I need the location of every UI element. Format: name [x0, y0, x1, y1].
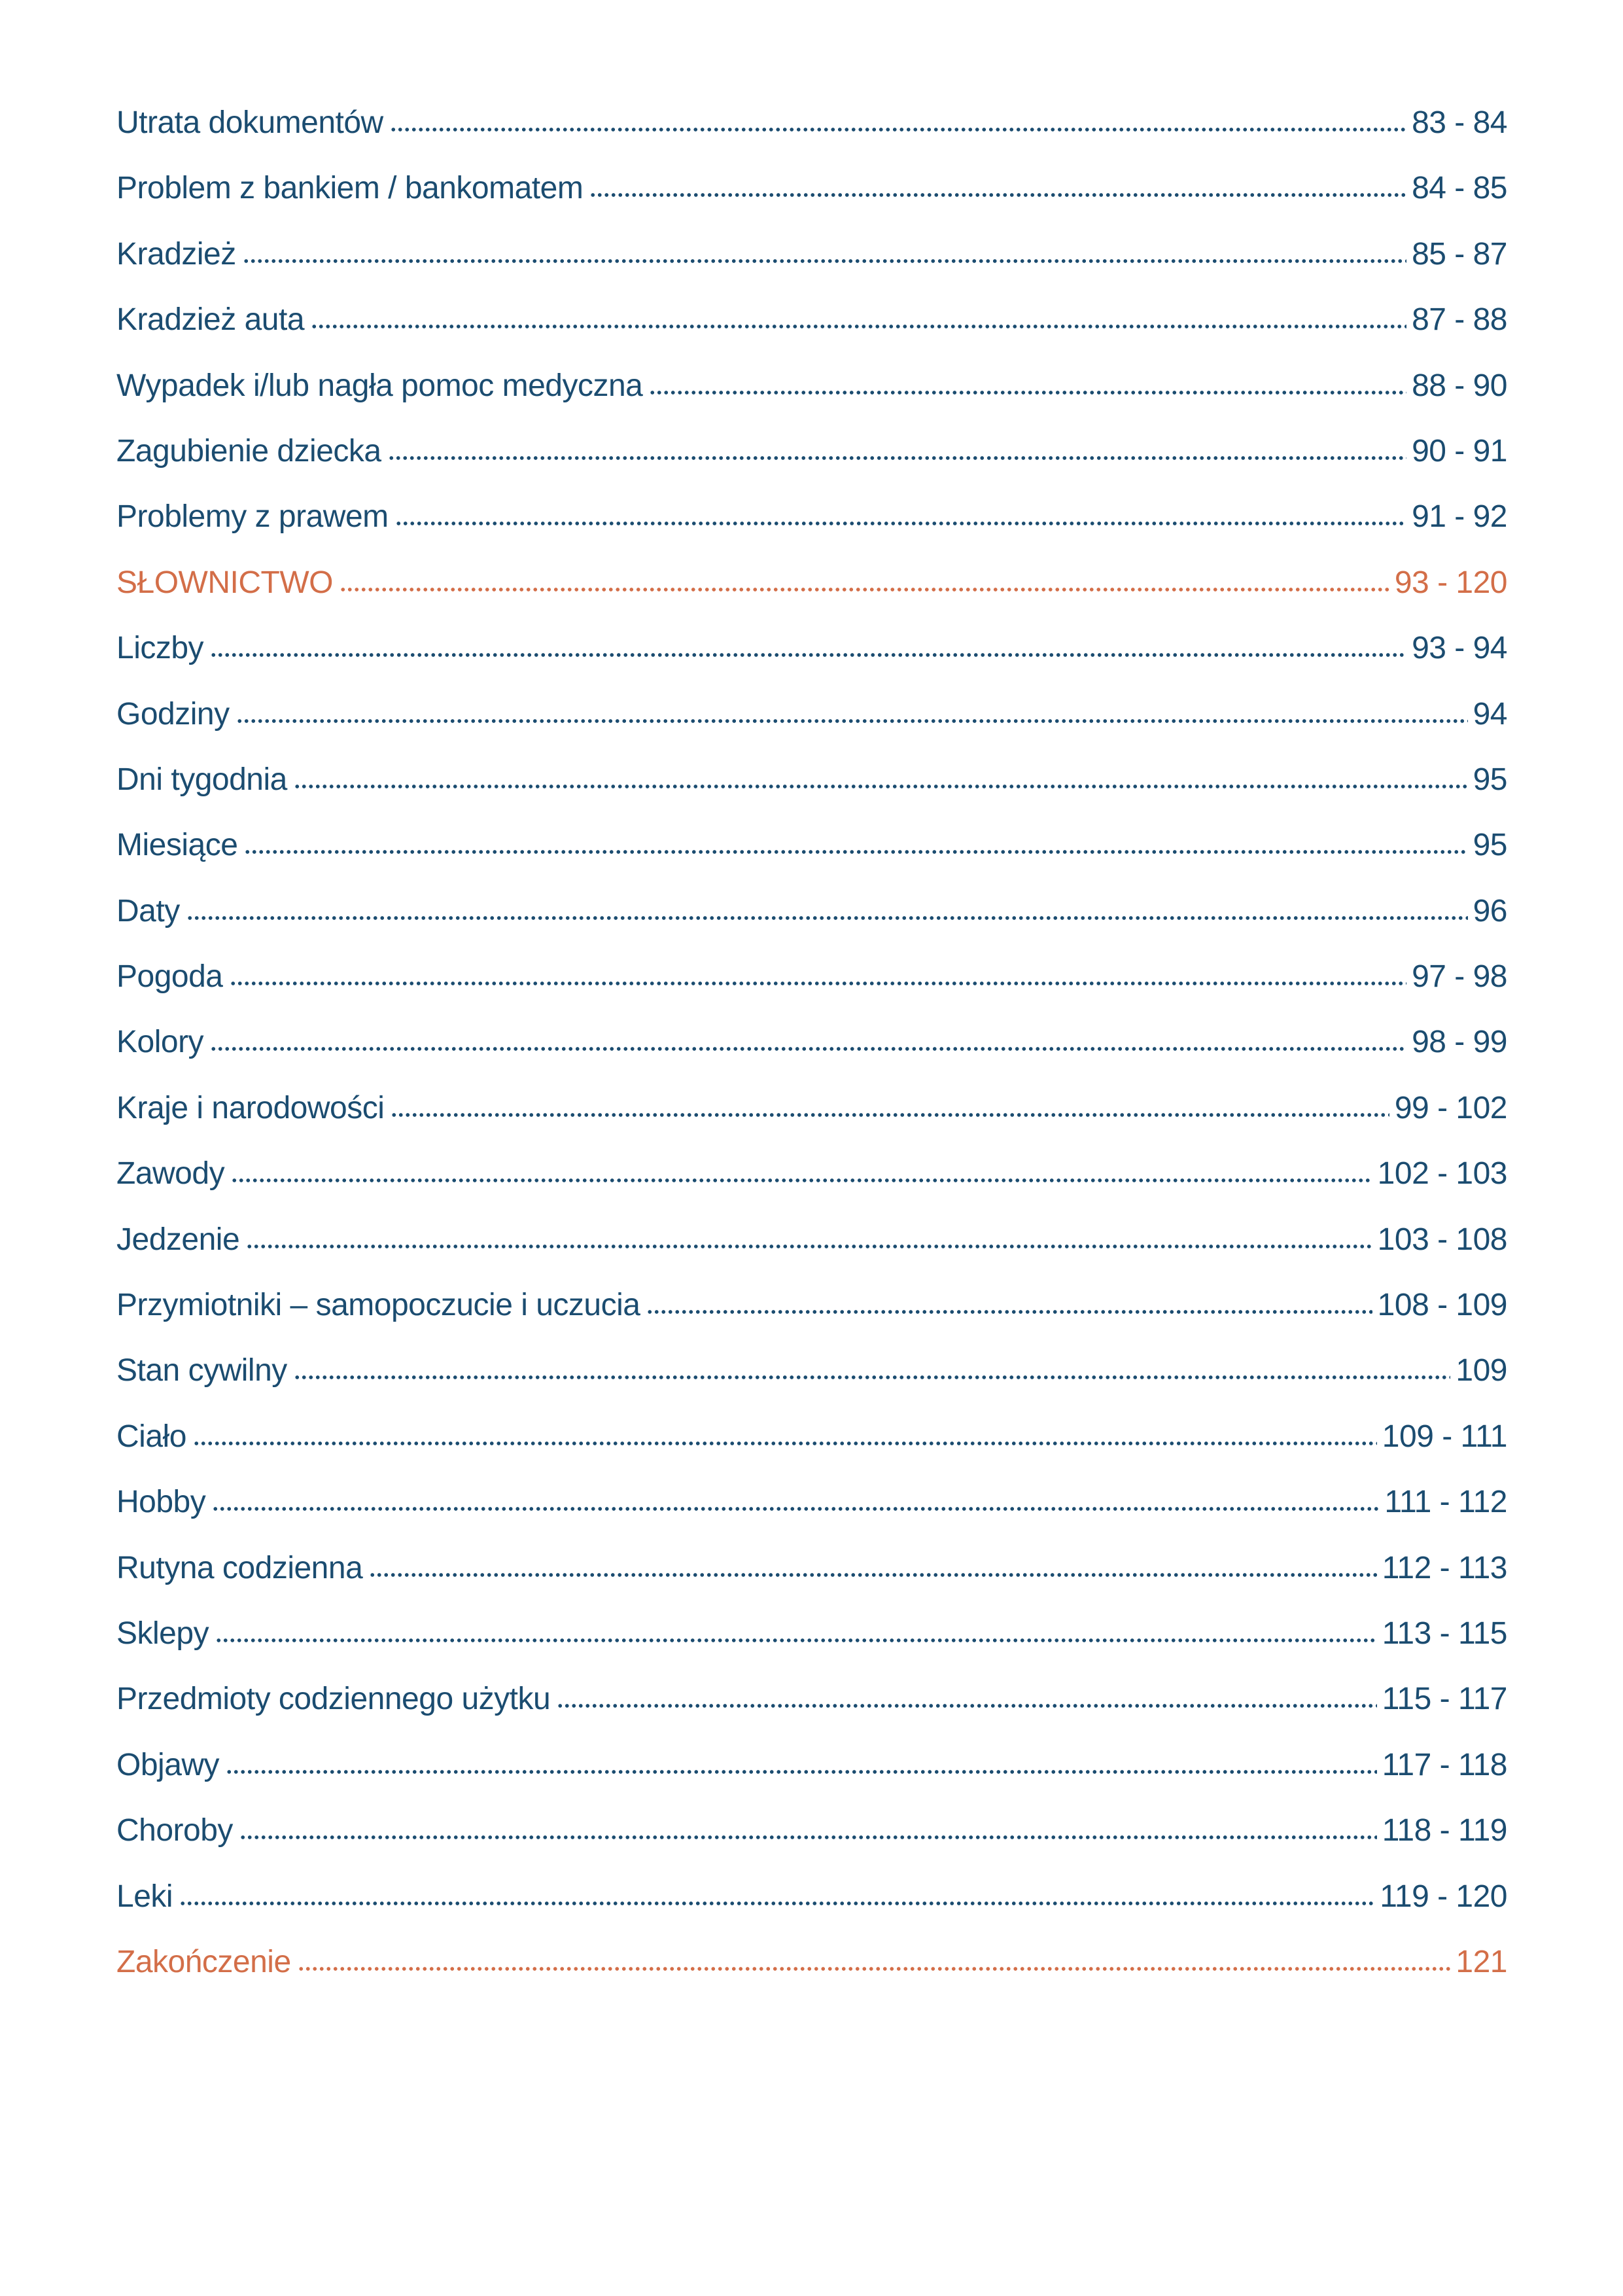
dot-leader [230, 981, 1407, 985]
toc-entry[interactable] [116, 287, 1507, 353]
dot-leader [212, 1507, 1379, 1511]
dot-leader [298, 1967, 1451, 1971]
toc-entry-title: Problem z bankiem / bankomatem [116, 171, 584, 206]
toc-entry-pages: 102 - 103 [1377, 1156, 1507, 1192]
toc-entry-title: Liczby [116, 631, 204, 666]
toc-entry-pages: 93 - 94 [1412, 631, 1507, 666]
toc-entry-title: Przedmioty codziennego użytku [116, 1682, 551, 1717]
dot-leader [340, 588, 1389, 592]
toc-entry-pages: 108 - 109 [1377, 1288, 1507, 1323]
toc-entry-pages: 85 - 87 [1412, 236, 1507, 272]
toc-entry-title: Kolory [116, 1025, 204, 1060]
dot-leader [589, 193, 1406, 197]
dot-leader [294, 1375, 1451, 1379]
toc-entry-pages: 112 - 113 [1382, 1550, 1507, 1585]
toc-entry-title: Przymiotniki – samopoczucie i uczucia [116, 1288, 640, 1323]
toc-entry-title: Objawy [116, 1747, 220, 1782]
toc-entry[interactable] [116, 1076, 1507, 1141]
toc-entry-pages: 83 - 84 [1412, 105, 1507, 140]
dot-leader [215, 1638, 1377, 1642]
dot-leader [557, 1704, 1377, 1708]
toc-entry-pages: 95 [1473, 762, 1507, 797]
toc-entry-title: Wypadek i/lub nagła pomoc medyczna [116, 368, 643, 403]
toc-entry[interactable] [116, 1536, 1507, 1601]
toc-entry[interactable] [116, 1338, 1507, 1404]
toc-entry[interactable] [116, 682, 1507, 747]
toc-entry-title: Rutyna codzienna [116, 1550, 363, 1585]
toc-entry-title: Kradzież [116, 236, 236, 272]
toc-entry-title: Utrata dokumentów [116, 105, 383, 140]
toc-entry-title: Dni tygodnia [116, 762, 287, 797]
toc-entry-title: Stan cywilny [116, 1353, 287, 1388]
toc-entry-title: Pogoda [116, 959, 223, 995]
toc-entry[interactable] [116, 353, 1507, 419]
toc-entry[interactable] [116, 747, 1507, 813]
dot-leader [390, 128, 1406, 132]
toc-entry[interactable] [116, 484, 1507, 550]
toc-entry-title: Leki [116, 1879, 173, 1914]
toc-entry-pages: 93 - 120 [1394, 565, 1507, 600]
toc-entry-pages: 98 - 99 [1412, 1025, 1507, 1060]
toc-entry-title: Daty [116, 893, 180, 928]
dot-leader [395, 521, 1406, 525]
dot-leader [243, 259, 1406, 263]
toc-entry[interactable] [116, 1601, 1507, 1667]
dot-leader [294, 785, 1468, 788]
toc-entry-pages: 88 - 90 [1412, 368, 1507, 403]
toc-entry[interactable] [116, 944, 1507, 1010]
toc-entry[interactable] [116, 1470, 1507, 1535]
toc-entry-title: Zakończenie [116, 1944, 291, 1979]
toc-entry[interactable] [116, 1141, 1507, 1207]
toc-entry[interactable] [116, 1667, 1507, 1732]
toc-entry-pages: 90 - 91 [1412, 433, 1507, 468]
toc-entry-pages: 91 - 92 [1412, 499, 1507, 535]
dot-leader [646, 1310, 1372, 1314]
dot-leader [186, 916, 1468, 920]
toc-entry[interactable] [116, 1864, 1507, 1930]
toc-entry-title: Sklepy [116, 1616, 209, 1651]
toc-entry[interactable] [116, 1273, 1507, 1338]
dot-leader [210, 1047, 1406, 1051]
toc-entry-pages: 109 - 111 [1382, 1419, 1507, 1454]
toc-section-heading[interactable] [116, 550, 1507, 616]
dot-leader [244, 850, 1467, 854]
toc-entry-pages: 87 - 88 [1412, 302, 1507, 338]
toc-entry[interactable] [116, 1207, 1507, 1273]
toc-entry[interactable] [116, 156, 1507, 221]
toc-entry[interactable] [116, 1404, 1507, 1470]
toc-entry-pages: 103 - 108 [1377, 1222, 1507, 1257]
toc-entry-pages: 99 - 102 [1394, 1090, 1507, 1125]
toc-entry[interactable] [116, 879, 1507, 944]
toc-entry[interactable] [116, 1010, 1507, 1075]
dot-leader [239, 1835, 1377, 1839]
toc-entry-pages: 94 [1473, 696, 1507, 732]
dot-leader [246, 1245, 1372, 1248]
toc-entry[interactable] [116, 813, 1507, 878]
toc-entry-pages: 97 - 98 [1412, 959, 1507, 995]
toc-entry-title: Jedzenie [116, 1222, 240, 1257]
dot-leader [193, 1441, 1377, 1445]
toc-entry-title: Hobby [116, 1485, 206, 1520]
toc-entry-title: Choroby [116, 1813, 233, 1848]
toc-entry[interactable] [116, 222, 1507, 287]
toc-entry-title: Zawody [116, 1156, 225, 1192]
toc-entry-pages: 96 [1473, 893, 1507, 928]
toc-entry[interactable] [116, 616, 1507, 681]
toc-entry[interactable] [116, 1798, 1507, 1863]
toc-entry-pages: 109 [1456, 1353, 1507, 1388]
toc-entry-title: Kraje i narodowości [116, 1090, 385, 1125]
toc-entry-pages: 121 [1456, 1944, 1507, 1979]
toc-entry-pages: 119 - 120 [1380, 1879, 1507, 1914]
toc-entry-pages: 115 - 117 [1382, 1682, 1507, 1717]
dot-leader [311, 325, 1406, 328]
dot-leader [226, 1770, 1377, 1774]
toc-entry[interactable] [116, 1733, 1507, 1798]
toc-entry[interactable] [116, 90, 1507, 156]
dot-leader [369, 1573, 1377, 1577]
toc-entry-pages: 111 - 112 [1384, 1485, 1507, 1520]
toc-entry-title: Miesiące [116, 828, 238, 863]
table-of-contents [116, 90, 1507, 1995]
toc-entry[interactable] [116, 419, 1507, 484]
dot-leader [391, 1113, 1389, 1117]
toc-entry-pages: 118 - 119 [1382, 1813, 1507, 1848]
dot-leader [210, 653, 1406, 657]
dot-leader [236, 719, 1468, 723]
toc-entry-pages: 84 - 85 [1412, 171, 1507, 206]
toc-entry-pages: 95 [1473, 828, 1507, 863]
toc-section-heading[interactable] [116, 1930, 1507, 1995]
toc-entry-pages: 117 - 118 [1382, 1747, 1507, 1782]
toc-entry-title: SŁOWNICTWO [116, 565, 333, 600]
dot-leader [179, 1901, 1374, 1905]
toc-entry-pages: 113 - 115 [1382, 1616, 1507, 1651]
toc-entry-title: Zagubienie dziecka [116, 433, 381, 468]
toc-entry-title: Godziny [116, 696, 230, 732]
dot-leader [388, 456, 1406, 460]
toc-entry-title: Problemy z prawem [116, 499, 389, 535]
dot-leader [649, 391, 1406, 395]
dot-leader [231, 1178, 1372, 1182]
toc-entry-title: Kradzież auta [116, 302, 305, 338]
toc-entry-title: Ciało [116, 1419, 186, 1454]
